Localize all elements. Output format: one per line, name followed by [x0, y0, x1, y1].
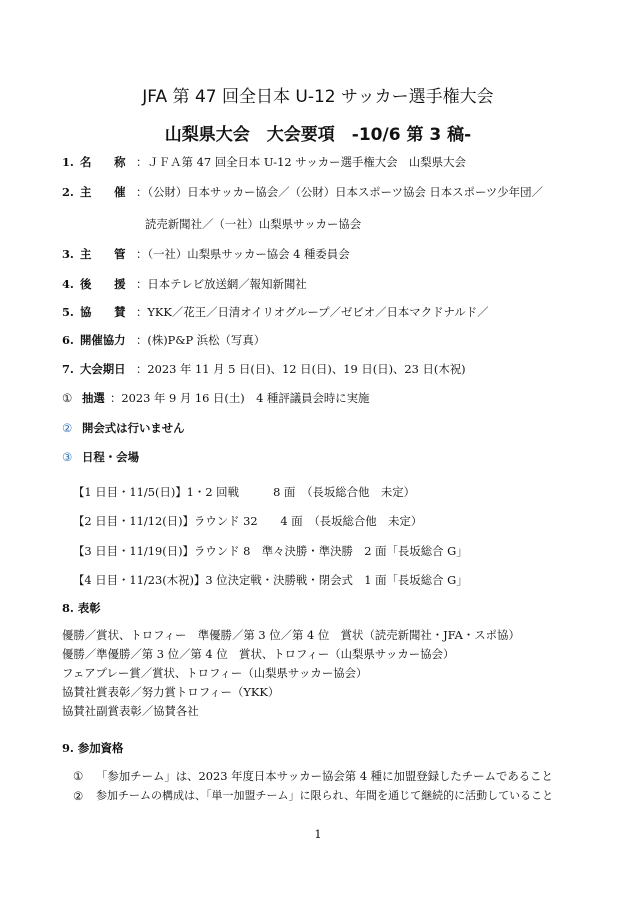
sub-item-1-marker: ①	[62, 391, 73, 405]
eligibility-2-text: 参加チームの構成は、「単一加盟チーム」に限られ、年間を通じて継続的に活動していること	[96, 789, 554, 802]
sub-item-1-value: ：2023 年 9 月 16 日(土) 4 種評議員会時に実施	[110, 391, 370, 405]
sub-item-1-label: 抽選	[82, 391, 105, 405]
item-2-value: ：（公財）日本サッカー協会／（公財）日本スポーツ協会 日本スポーツ少年団／	[136, 185, 543, 199]
eligibility-1-marker: ①	[73, 769, 84, 783]
item-4-value: ：日本テレビ放送網／報知新聞社	[136, 277, 307, 291]
schedule-day-1: 【1 日目・11/5(日)】1・2 回戦 8 面 （長坂総合他 未定）	[73, 485, 415, 499]
award-line-5: 協賛社副賞表彰／協賛各社	[62, 704, 199, 718]
sub-item-3-label: 日程・会場	[82, 450, 139, 464]
document-title-line2: 山梨県大会 大会要項 -10/6 第 3 稿-	[164, 125, 472, 145]
award-line-4: 協賛社賞表彰／努力賞トロフィー（YKK）	[62, 685, 280, 699]
eligibility-1-text: 「参加チーム」は、2023 年度日本サッカー協会第 4 種に加盟登録したチームであること	[96, 769, 553, 783]
item-2-label: 主 催	[80, 185, 126, 199]
award-line-2: 優勝／準優勝／第 3 位／第 4 位 賞状、トロフィー（山梨県サッカー協会）	[62, 647, 455, 661]
item-6-label: 開催協力	[80, 333, 126, 347]
item-2-value-line2: 読売新聞社／（一社）山梨県サッカー協会	[145, 217, 362, 231]
item-7-value: ：2023 年 11 月 5 日(日)、12 日(日)、19 日(日)、23 日(木祝)	[136, 362, 466, 376]
item-3-value: ：（一社）山梨県サッカー協会 4 種委員会	[136, 247, 350, 261]
sub-item-3-marker: ③	[62, 450, 73, 464]
item-2-number: 2.	[62, 185, 74, 199]
document-title-line1: JFA 第 47 回全日本 U-12 サッカー選手権大会	[142, 87, 494, 107]
item-5-value: ：YKK／花王／日清オイリオグループ／ゼビオ／日本マクドナルド／	[136, 305, 489, 319]
item-1-label: 名 称	[80, 155, 126, 169]
page-number: 1	[314, 827, 322, 841]
item-3-label: 主 管	[80, 247, 126, 261]
sub-item-2-label: 開会式は行いません	[82, 421, 185, 435]
eligibility-2-marker: ②	[73, 789, 84, 803]
item-5-label: 協 賛	[80, 305, 126, 319]
schedule-day-2: 【2 日目・11/12(日)】ラウンド 32 4 面 （長坂総合他 未定）	[73, 514, 423, 528]
item-4-number: 4.	[62, 277, 74, 291]
schedule-day-3: 【3 日目・11/19(日)】ラウンド 8 準々決勝・準決勝 2 面「長坂総合 G」	[73, 544, 468, 558]
item-3-number: 3.	[62, 247, 74, 261]
item-5-number: 5.	[62, 305, 74, 319]
schedule-day-4: 【4 日目・11/23(木祝)】3 位決定戦・決勝戦・閉会式 1 面「長坂総合 G」	[73, 573, 468, 587]
awards-heading: 8. 表彰	[62, 601, 101, 615]
item-4-label: 後 援	[80, 277, 126, 291]
item-7-label: 大会期日	[80, 362, 126, 376]
item-6-number: 6.	[62, 333, 74, 347]
item-1-value: ：ＪＦＡ第 47 回全日本 U-12 サッカー選手権大会 山梨県大会	[136, 155, 466, 169]
eligibility-heading: 9. 参加資格	[62, 741, 124, 755]
award-line-1: 優勝／賞状、トロフィー 準優勝／第 3 位／第 4 位 賞状（読売新聞社・JFA・スポ協）	[62, 628, 520, 642]
item-1-number: 1.	[62, 155, 74, 169]
item-6-value: ：(株)P&P 浜松（写真）	[136, 333, 266, 347]
item-7-number: 7.	[62, 362, 74, 376]
award-line-3: フェアプレー賞／賞状、トロフィー（山梨県サッカー協会）	[62, 666, 368, 680]
sub-item-2-marker: ②	[62, 421, 73, 435]
